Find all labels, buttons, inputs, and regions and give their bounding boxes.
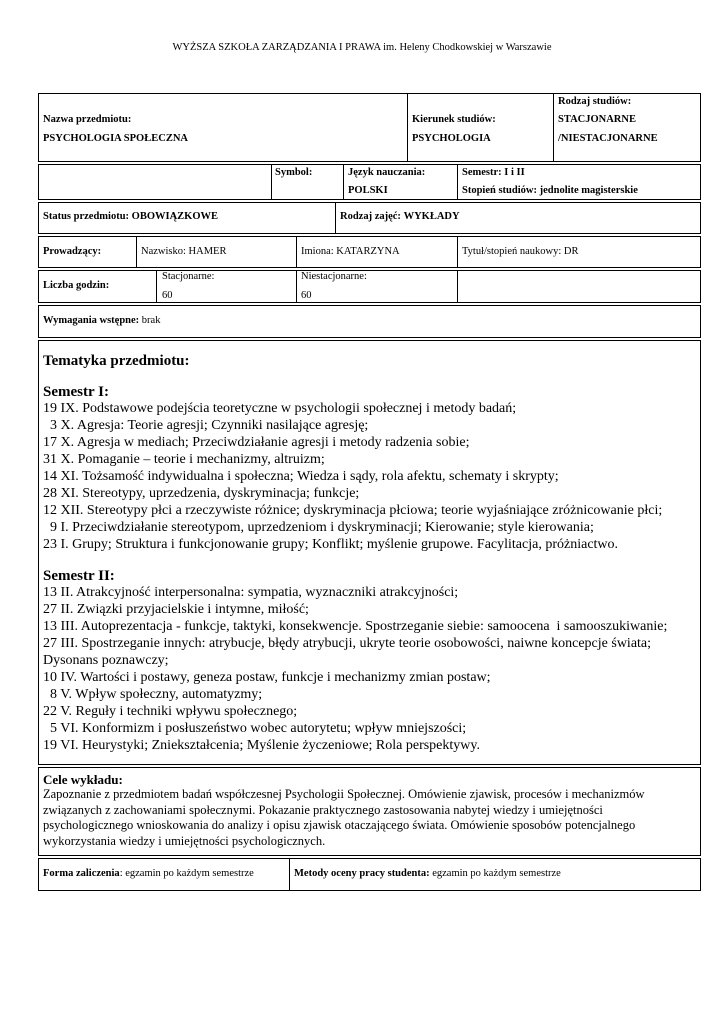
topic-line: wykorzystania wiedzy i umiejętności psychologicznych.: [43, 833, 326, 848]
language-label: Język nauczania:: [348, 167, 426, 178]
assessment-methods: [294, 865, 561, 883]
status-value: OBOWIĄZKOWE: [131, 211, 219, 222]
topics-title: Tematyka przedmiotu:: [43, 353, 190, 369]
topic-line: 22 V. Reguły i techniki wpływu społecznego;: [43, 704, 298, 719]
topic-line: 23 I. Grupy; Struktura i funkcjonowanie grupy; Konflikt; myślenie grupowe. Facylitacja, próżniactwo.: [43, 537, 619, 552]
topic-line: związanych z zachowaniami społecznymi. Pokazanie praktycznego zastosowania nabytej wiedzy i umiejętności: [43, 802, 603, 817]
topic-line: 5 VI. Konformizm i posłuszeństwo wobec autorytetu; wpływ mniejszości;: [43, 721, 467, 736]
semester-1-title: Semestr I:: [43, 384, 109, 400]
lecturer-title: Tytuł/stopień naukowy: DR: [462, 246, 579, 257]
language-value: POLSKI: [348, 185, 388, 196]
topic-line: 19 IX. Podstawowe podejścia teoretyczne w psychologii społecznej i metody badań;: [43, 401, 517, 416]
topic-line: 12 XII. Stereotypy płci a rzeczywiste różnice; dyskryminacja płciowa; teorie wyjaśniające zróżnicowanie płci;: [43, 503, 663, 518]
topic-line: 9 I. Przeciwdziałanie stereotypom, uprzedzeniom i dyskryminacji; Kierowanie; style kierowania;: [43, 520, 594, 535]
topic-line: 14 XI. Tożsamość indywidualna i społeczna; Wiedza i sądy, rola afektu, schematy i skrypty;: [43, 469, 559, 484]
lecturer-names: Imiona: KATARZYNA: [301, 246, 400, 257]
requirements-label: Wymagania wstępne:: [43, 315, 140, 326]
semester-1-topics: [43, 400, 703, 553]
study-type-label: Rodzaj studiów:: [558, 96, 632, 107]
topic-line: 27 II. Związki przyjacielskie i intymne, miłość;: [43, 602, 309, 617]
status: [43, 208, 218, 226]
subject-label: Nazwa przedmiotu:: [43, 114, 132, 125]
requirements: [43, 312, 160, 330]
assessment-form: [43, 865, 254, 883]
classes: [340, 208, 460, 226]
row-hours: [38, 270, 701, 303]
field-label: Kierunek studiów:: [412, 114, 496, 125]
semester: Semestr: I i II: [462, 167, 525, 178]
topic-line: Zapoznanie z przedmiotem badań współczesnej Psychologii Społecznej. Omówienie zjawisk, procesów i mechanizmów: [43, 787, 645, 801]
study-type-value-2: /NIESTACJONARNE: [558, 133, 658, 144]
assessment-form-label: Forma zaliczenia: [43, 868, 120, 879]
symbol-label: Symbol:: [275, 167, 313, 178]
topic-line: 13 II. Atrakcyjność interpersonalna: sympatia, wyznaczniki atrakcyjności;: [43, 585, 459, 600]
topic-line: 10 IV. Wartości i postawy, geneza postaw, funkcje i mechanizmy zmian postaw;: [43, 670, 491, 685]
assessment-methods-label: Metody oceny pracy studenta:: [294, 868, 430, 879]
study-type-value-1: STACJONARNE: [558, 114, 636, 125]
topic-line: 31 X. Pomaganie – teorie i mechanizmy, altruizm;: [43, 452, 325, 467]
topic-line: 17 X. Agresja w mediach; Przeciwdziałanie agresji i metody radzenia sobie;: [43, 435, 470, 450]
topic-line: 19 VI. Heurystyki; Zniekształcenia; Myślenie życzeniowe; Rola perspektywy.: [43, 738, 480, 753]
status-label: Status przedmiotu:: [43, 211, 130, 222]
subject-value: PSYCHOLOGIA SPOŁECZNA: [43, 133, 188, 144]
lecturer-label: Prowadzący:: [43, 246, 102, 257]
requirements-value: brak: [141, 315, 161, 326]
hours-label: Liczba godzin:: [43, 280, 110, 291]
topic-line: 8 V. Wpływ społeczny, automatyzmy;: [43, 687, 263, 702]
part-time-value: 60: [301, 290, 312, 301]
goals-title: Cele wykładu:: [43, 772, 123, 787]
topic-line: 28 XI. Stereotypy, uprzedzenia, dyskryminacja; funkcje;: [43, 486, 360, 501]
goals-text: [43, 787, 703, 849]
topic-line: 3 X. Agresja: Teorie agresji; Czynniki nasilające agresję;: [43, 418, 369, 433]
full-time-label: Stacjonarne:: [162, 271, 215, 282]
topic-line: 27 III. Spostrzeganie innych: atrybucje, błędy atrybucji, ukryte teorie osobowości, naiwne koncepcje świata;: [43, 636, 652, 651]
classes-label: Rodzaj zajęć:: [340, 211, 401, 222]
topic-line: psychologicznego wnioskowania do analizy i opisu zjawisk otaczającego świata. Omówienie sposobów potencjalnego: [43, 818, 636, 832]
field-value: PSYCHOLOGIA: [412, 133, 491, 144]
topic-line: 13 III. Autoprezentacja - funkcje, taktyki, konsekwencje. Spostrzeganie siebie: samoocena i samooszukiwanie;: [43, 619, 668, 634]
semester-2-topics: [43, 584, 703, 754]
institution-header: WYŻSZA SZKOŁA ZARZĄDZANIA I PRAWA im. Heleny Chodkowskiej w Warszawie: [172, 42, 552, 53]
full-time-value: 60: [162, 290, 173, 301]
assessment-form-value: : egzamin po każdym semestrze: [119, 868, 254, 879]
degree: Stopień studiów: jednolite magisterskie: [462, 185, 638, 196]
topic-line: Dysonans poznawczy;: [43, 653, 169, 668]
classes-value: WYKŁADY: [403, 211, 460, 222]
lecturer-surname: Nazwisko: HAMER: [141, 246, 227, 257]
part-time-label: Niestacjonarne:: [301, 271, 367, 282]
assessment-methods-value: egzamin po każdym semestrze: [429, 868, 561, 879]
semester-2-title: Semestr II:: [43, 568, 115, 584]
